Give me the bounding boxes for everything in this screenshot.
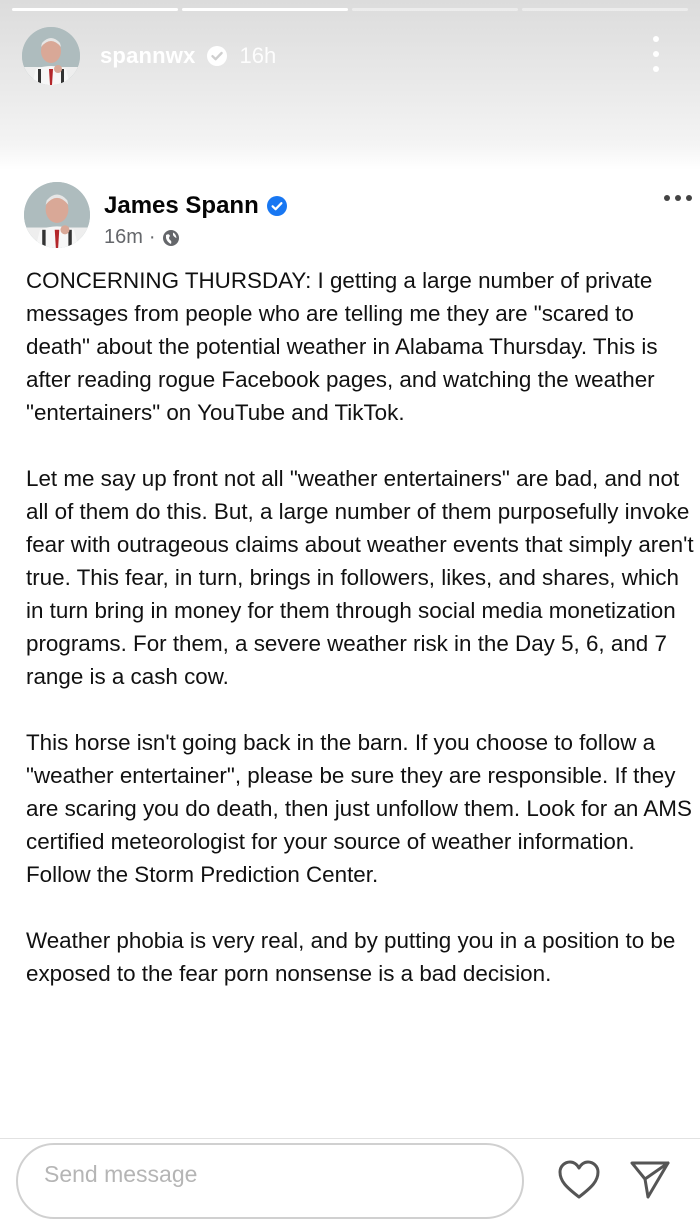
post-paragraph: This horse isn't going back in the barn. If you choose to follow a "weather entertainer", please be sure they are responsible. If they are scaring you do death, then just unfollow them. Look for an AMS certified meteorologist for your source of weather information. Follow the Storm Prediction Center. xyxy=(26,730,692,887)
story-progress-segment xyxy=(12,8,178,11)
profile-photo-icon xyxy=(22,27,80,85)
verified-badge-icon xyxy=(206,45,228,67)
reply-bar xyxy=(0,1138,700,1201)
post-timestamp[interactable]: 16m xyxy=(104,226,143,248)
post-meta xyxy=(104,192,287,249)
story-progress-fill xyxy=(182,8,348,11)
post-body xyxy=(26,264,694,1023)
post-paragraph: Weather phobia is very real, and by putting you in a position to be exposed to the fear porn nonsense is a bad decision. xyxy=(26,928,676,986)
shared-post-card xyxy=(0,170,700,1138)
post-author-name[interactable]: James Spann xyxy=(104,192,259,219)
story-progress-fill xyxy=(12,8,178,11)
send-icon[interactable] xyxy=(628,1157,672,1201)
story-progress-segment xyxy=(352,8,518,11)
story-timestamp: 16h xyxy=(239,43,277,68)
post-separator: · xyxy=(148,226,156,248)
post-author-avatar[interactable] xyxy=(24,182,90,248)
post-author-row xyxy=(104,192,287,220)
heart-icon[interactable] xyxy=(556,1159,602,1201)
story-avatar[interactable] xyxy=(22,27,80,85)
globe-icon xyxy=(162,229,180,247)
profile-photo-icon xyxy=(24,182,90,248)
post-time-row xyxy=(104,226,287,249)
post-paragraph: CONCERNING THURSDAY: I getting a large number of private messages from people who are telling me they are "scared to death" about the potential weather in Alabama Thursday. This is after reading rogue Facebook pages, and watching the weather "entertainers" on YouTube and TikTok. xyxy=(26,268,658,425)
story-progress-segment xyxy=(182,8,348,11)
send-message-input[interactable] xyxy=(16,1143,524,1219)
more-vertical-icon[interactable] xyxy=(644,36,668,72)
post-paragraph: Let me say up front not all "weather entertainers" are bad, and not all of them do this. But, a large number of them purposefully invoke fear with outrageous claims about weather events that simply aren't true. This fear, in turn, brings in followers, likes, and shares, which in turn bring in money for them through social media monetization programs. For them, a severe weather risk in the Day 5, 6, and 7 range is a cash cow. xyxy=(26,466,694,689)
story-author[interactable] xyxy=(22,26,276,86)
more-horizontal-icon[interactable] xyxy=(664,194,692,202)
verified-badge-icon xyxy=(267,196,287,216)
story-username[interactable]: spannwx xyxy=(100,43,196,68)
story-progress-segment xyxy=(522,8,688,11)
story-progress xyxy=(12,8,688,11)
story-header-area xyxy=(0,0,700,170)
post-header xyxy=(24,182,287,249)
